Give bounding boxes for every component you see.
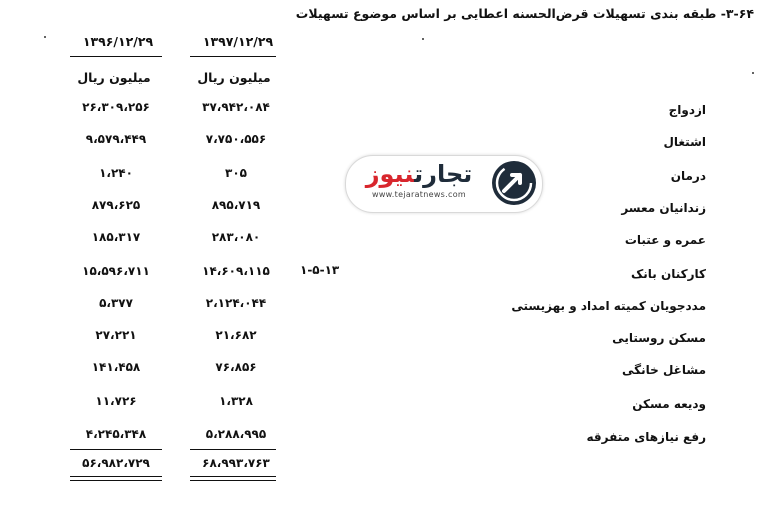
table-cell-1396: ۱۱،۷۲۶ (95, 394, 137, 408)
table-cell-1396: ۱،۲۴۰ (99, 166, 133, 180)
total-double-rule-1397-a (190, 476, 276, 477)
table-cell-1397: ۵،۲۸۸،۹۹۵ (205, 427, 267, 441)
table-row-label: مددجویان کمیته امداد و بهزیستی (511, 299, 706, 313)
table-row-label: اشتغال (663, 135, 706, 149)
table-row-label: زندانیان معسر (621, 201, 706, 215)
table-cell-1396: ۹،۵۷۹،۴۴۹ (85, 132, 147, 146)
table-row-label: ازدواج (668, 103, 706, 117)
column-date-1397: ۱۳۹۷/۱۲/۲۹ (202, 34, 274, 49)
table-cell-1397: ۲،۱۲۴،۰۴۴ (205, 296, 267, 310)
table-cell-1397: ۸۹۵،۷۱۹ (211, 198, 261, 212)
table-cell-1396: ۱۵،۵۹۶،۷۱۱ (82, 264, 150, 278)
note-reference: ۱-۵-۱۳ (300, 263, 340, 277)
scan-dot (752, 72, 754, 74)
table-cell-1397: ۳۷،۹۴۲،۰۸۴ (202, 100, 270, 114)
table-cell-1397: ۲۸۳،۰۸۰ (211, 230, 261, 244)
table-cell-1396: ۱۴۱،۴۵۸ (91, 360, 141, 374)
table-cell-1397: ۳۰۵ (225, 166, 247, 180)
column-date-1396: ۱۳۹۶/۱۲/۲۹ (82, 34, 154, 49)
column-unit-1397: میلیون ریال (197, 70, 271, 85)
table-cell-1397: ۲۱،۶۸۲ (215, 328, 257, 342)
watermark-word-dark: تجارت (414, 160, 473, 188)
total-1396: ۵۶،۹۸۲،۷۲۹ (82, 456, 150, 470)
total-double-rule-1396-b (70, 480, 162, 481)
table-cell-1397: ۱،۳۲۸ (219, 394, 253, 408)
watermark-wordmark (354, 160, 484, 188)
tejaratnews-watermark (345, 155, 543, 213)
table-cell-1397: ۷۶،۸۵۶ (215, 360, 257, 374)
total-rule-1397 (190, 449, 276, 450)
table-cell-1396: ۲۷،۲۲۱ (95, 328, 137, 342)
total-1397: ۶۸،۹۹۳،۷۶۳ (202, 456, 270, 470)
table-cell-1396: ۸۷۹،۶۲۵ (91, 198, 141, 212)
table-row-label: رفع نیازهای متفرقه (586, 430, 706, 444)
table-row-label: ودیعه مسکن (632, 397, 706, 411)
table-row-label: کارکنان بانک (631, 267, 706, 281)
table-cell-1396: ۵،۳۷۷ (99, 296, 133, 310)
watermark-url: www.tejaratnews.com (372, 190, 466, 199)
table-cell-1396: ۱۸۵،۳۱۷ (91, 230, 141, 244)
header-rule-1396 (70, 56, 162, 57)
table-row-label: مشاغل خانگی (621, 363, 706, 377)
tejaratnews-logo-icon (490, 159, 538, 207)
page-title: ۳-۶۴- طبقه بندی تسهیلات قرض‌الحسنه اعطایی بر اساس موضوع تسهیلات (295, 6, 754, 21)
table-cell-1397: ۷،۷۵۰،۵۵۶ (205, 132, 267, 146)
table-cell-1397: ۱۴،۶۰۹،۱۱۵ (202, 264, 270, 278)
total-double-rule-1396-a (70, 476, 162, 477)
table-cell-1396: ۲۶،۳۰۹،۲۵۶ (82, 100, 150, 114)
header-rule-1397 (190, 56, 276, 57)
total-double-rule-1397-b (190, 480, 276, 481)
table-row-label: مسکن روستایی (612, 331, 706, 345)
scan-dot (44, 36, 46, 38)
total-rule-1396 (70, 449, 162, 450)
table-cell-1396: ۴،۲۴۵،۳۴۸ (85, 427, 147, 441)
scan-dot (422, 38, 424, 40)
table-row-label: درمان (670, 169, 706, 183)
watermark-word-red: نیوز (365, 160, 415, 188)
table-row-label: عمره و عتبات (624, 233, 706, 247)
column-unit-1396: میلیون ریال (77, 70, 151, 85)
